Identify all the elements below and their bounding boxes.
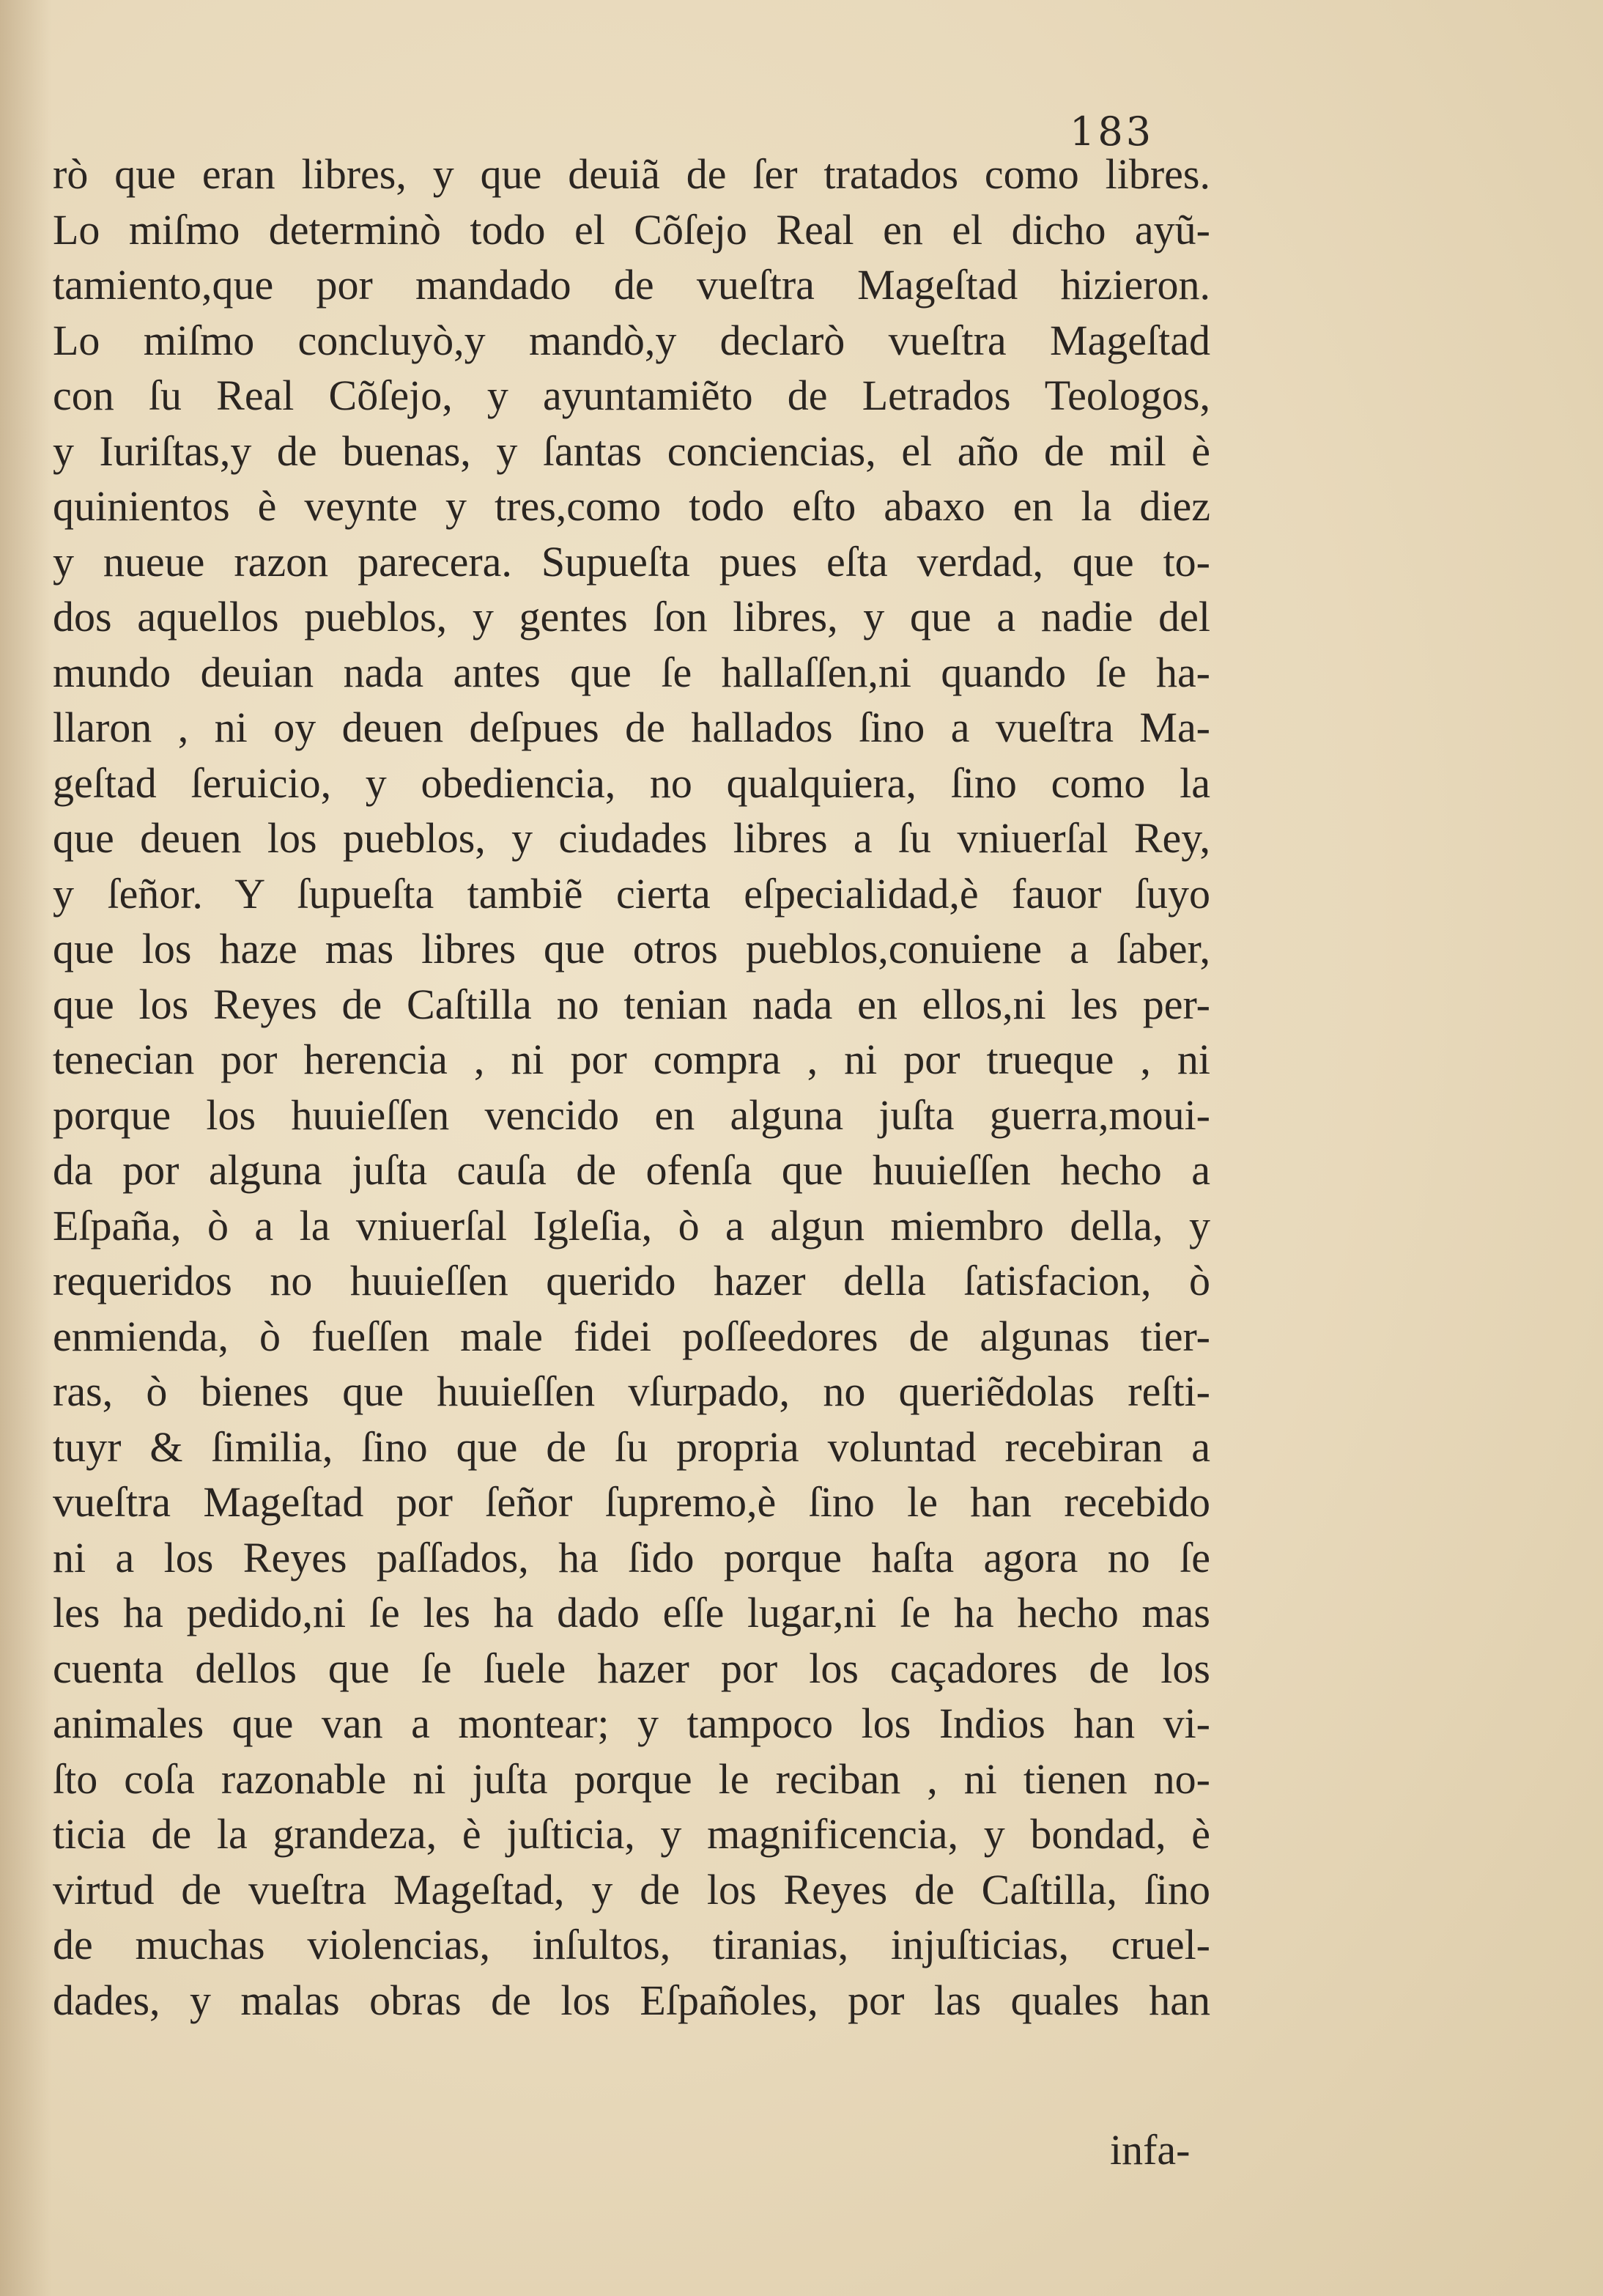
text-line: que los Reyes de Caſtilla no tenian nada en ellos,ni les per- — [53, 980, 1210, 1028]
text-line: rò que eran libres, y que deuiã de ſer tratados como libres. — [53, 150, 1210, 198]
text-line: dos aquellos pueblos, y gentes ſon libres, y que a nadie del — [53, 593, 1210, 641]
text-line: mundo deuian nada antes que ſe hallaſſen,ni quando ſe ha- — [53, 648, 1210, 696]
text-line: animales que van a montear; y tampoco los Indios han vi- — [53, 1699, 1210, 1747]
text-line: enmienda, ò fueſſen male fidei poſſeedores de algunas tier- — [53, 1312, 1210, 1360]
text-line: llaron , ni oy deuen deſpues de hallados ſino a vueſtra Ma- — [53, 704, 1210, 751]
text-line: y Iuriſtas,y de buenas, y ſantas conciencias, el año de mil è — [53, 427, 1210, 475]
text-line: quinientos è veynte y tres,como todo eſto abaxo en la diez — [53, 482, 1210, 530]
text-line: les ha pedido,ni ſe les ha dado eſſe lugar,ni ſe ha hecho mas — [53, 1589, 1210, 1636]
body-text — [53, 147, 1210, 2028]
text-line: dades, y malas obras de los Eſpañoles, por las quales han — [53, 1976, 1210, 2024]
text-line: ticia de la grandeza, è juſticia, y magnificencia, y bondad, è — [53, 1810, 1210, 1858]
text-line: cuenta dellos que ſe ſuele hazer por los caçadores de los — [53, 1644, 1210, 1692]
text-line: con ſu Real Cõſejo, y ayuntamiẽto de Letrados Teologos, — [53, 372, 1210, 419]
text-line: tuyr & ſimilia, ſino que de ſu propria voluntad recebiran a — [53, 1422, 1210, 1471]
text-line: vueſtra Mageſtad por ſeñor ſupremo,è ſino le han recebido — [53, 1478, 1210, 1526]
text-line: Lo miſmo determinò todo el Cõſejo Real en el dicho ayũ- — [53, 205, 1210, 254]
text-line: de muchas violencias, inſultos, tiranias, injuſticias, cruel- — [53, 1921, 1210, 1968]
text-line: tenecian por herencia , ni por compra , ni por trueque , ni — [53, 1036, 1210, 1083]
text-line: ras, ò bienes que huuieſſen vſurpado, no queriẽdolas reſti- — [53, 1367, 1210, 1415]
text-line: porque los huuieſſen vencido en alguna juſta guerra,moui- — [53, 1090, 1210, 1139]
text-line: ni a los Reyes paſſados, ha ſido porque haſta agora no ſe — [53, 1533, 1210, 1581]
text-line: que los haze mas libres que otros pueblos,conuiene a ſaber, — [53, 925, 1210, 972]
text-line: Lo miſmo concluyò,y mandò,y declarò vueſtra Mageſtad — [53, 316, 1210, 364]
text-line: da por alguna juſta cauſa de ofenſa que huuieſſen hecho a — [53, 1146, 1210, 1194]
text-line: Eſpaña, ò a la vniuerſal Igleſia, ò a algun miembro della, y — [53, 1201, 1210, 1249]
text-line: que deuen los pueblos, y ciudades libres a ſu vniuerſal Rey, — [53, 814, 1210, 862]
text-line: y nueue razon parecera. Supueſta pues eſta verdad, que to- — [53, 537, 1210, 586]
text-line: geſtad ſeruicio, y obediencia, no qualquiera, ſino como la — [53, 758, 1210, 807]
text-line: y ſeñor. Y ſupueſta tambiẽ cierta eſpecialidad,è fauor ſuyo — [53, 869, 1210, 918]
page-number: 183 — [1070, 108, 1155, 155]
text-line: tamiento,que por mandado de vueſtra Mageſtad hizieron. — [53, 261, 1210, 309]
text-line: requeridos no huuieſſen querido hazer della ſatisfacion, ò — [53, 1257, 1210, 1304]
text-line: ſto coſa razonable ni juſta porque le reciban , ni tienen no- — [53, 1754, 1210, 1803]
text-line: virtud de vueſtra Mageſtad, y de los Reyes de Caſtilla, ſino — [53, 1865, 1210, 1913]
catchword: infa- — [1110, 2126, 1191, 2174]
gutter-shadow — [0, 0, 51, 2296]
